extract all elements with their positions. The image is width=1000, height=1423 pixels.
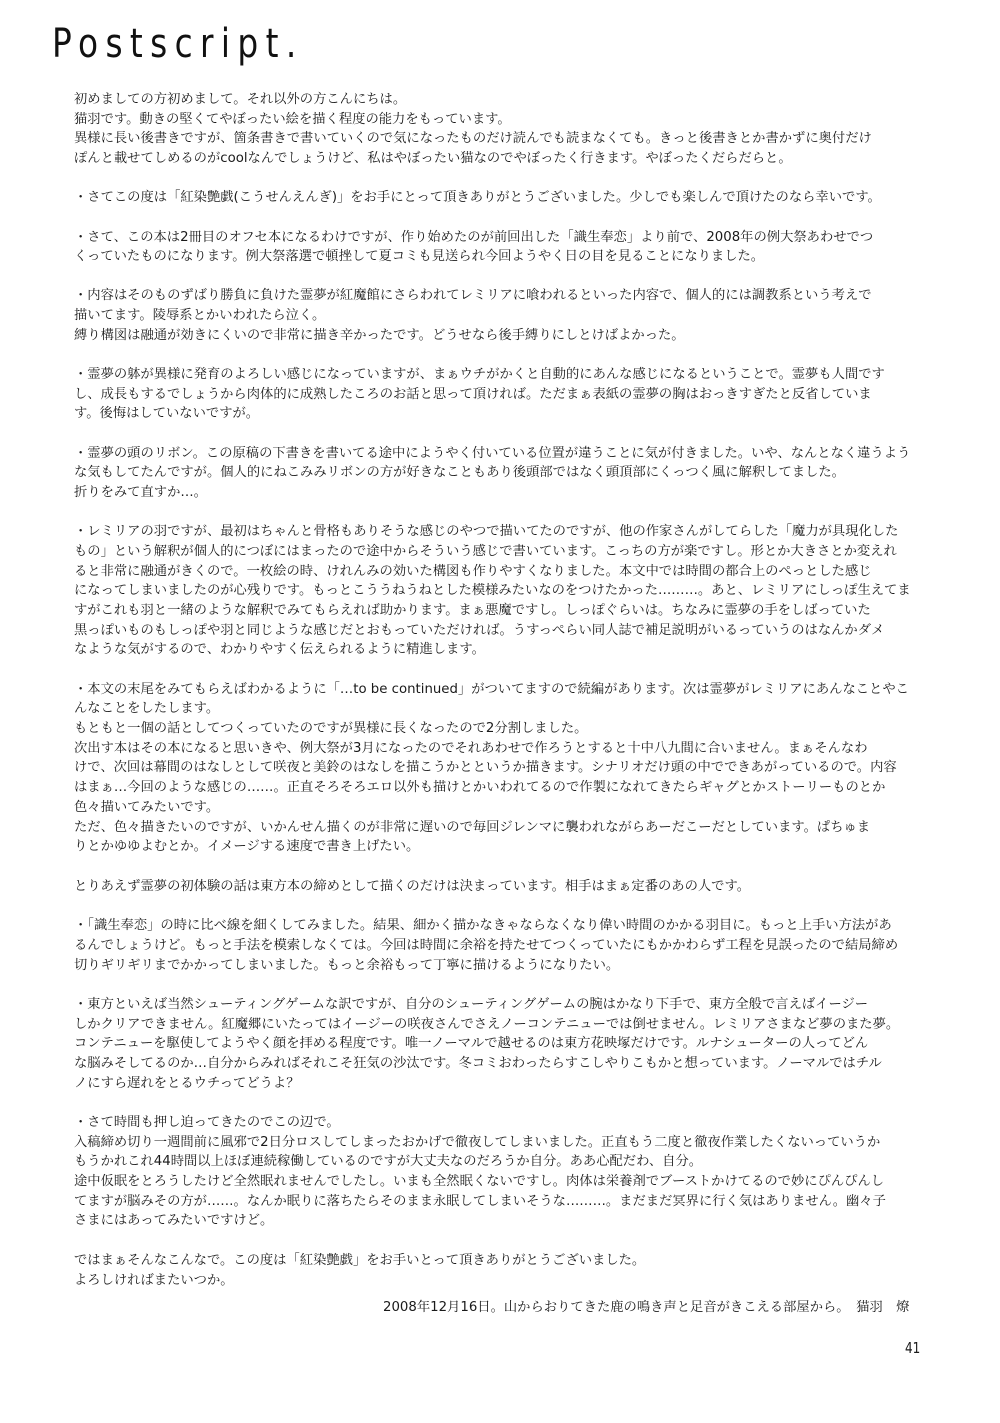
text-line: ・霊夢の躰が異様に発育のよろしい感じになっていますが、まぁウチがかくと自動的にあんな感じになるということで。霊夢も人間です: [74, 367, 885, 383]
text-line: 色々描いてみたいです。: [74, 799, 220, 815]
text-line: 次出す本はその本になると思いきや、例大祭が3月になったのでそれあわせで作ろうとすると十中八九間に合いません。まぁそんなわ: [74, 740, 868, 756]
text-line: りとかゆゆよむとか。イメージする速度で書き上げたい。: [74, 839, 420, 855]
text-line: な気もしてたんですが。個人的にねこみみリボンの方が好きなこともあり後頭部ではなく頭頂部にくっつく風に解釈してました。: [74, 465, 845, 481]
text-line: ると非常に融通がきくので。一枚絵の時、けれんみの効いた構図も作りやすくなりました。本文中では時間の都合上のぺっとした感じ: [74, 563, 872, 579]
page-number: 41: [905, 1339, 921, 1357]
text-line: ぽんと載せてしめるのがcoolなんでしょうけど、私はやぼったい猫なのでやぼったく行きます。やぼったくだらだらと。: [74, 151, 792, 167]
text-line: ・さてこの度は「紅染艶戯(こうせんえんぎ)」をお手にとって頂きありがとうございました。少しでも楽しんで頂けたのなら幸いです。: [74, 190, 881, 206]
text-line: し、成長もするでしょうから肉体的に成熟したころのお話と思って頂ければ。ただまぁ表紙の霊夢の胸はおっきすぎたと反省していま: [74, 386, 872, 402]
paragraph: [74, 877, 944, 897]
text-line: てますが脳みその方が……。なんか眠りに落ちたらそのまま永眠してしまいそうな………。まだまだ冥界に行く気はありません。幽々子: [74, 1193, 886, 1209]
text-line: さまにはあってみたいですけど。: [74, 1213, 274, 1229]
paragraph: [74, 188, 944, 208]
text-line: もうかれこれ44時間以上ほぼ連続稼働しているのですが大丈夫なのだろうか自分。ああ心配だわ、自分。: [74, 1154, 703, 1170]
text-line: しかクリアできません。紅魔郷にいたってはイージーの咲夜さんでさえノーコンテニューでは倒せません。レミリアさまなど夢のまた夢。: [74, 1016, 900, 1032]
text-line: ・本文の末尾をみてもらえばわかるように「…to be continued」がついてますので続編があります。次は霊夢がレミリアにあんなことやこ: [74, 681, 909, 697]
paragraph: [74, 916, 944, 975]
text-line: とりあえず霊夢の初体験の話は東方本の締めとして描くのだけは決まっています。相手はまぁ定番のあの人です。: [74, 878, 751, 894]
text-line: るんでしょうけど。もっと手法を模索しなくては。今回は時間に余裕を持たせてつくっていたにもかかわらず工程を見誤ったので結局締め: [74, 937, 899, 953]
text-line: 途中仮眠をとろうしたけど全然眠れませんでしたし。いまも全然眠くないですし。肉体は栄養剤でブーストかけてるので妙にぴんぴんし: [74, 1173, 885, 1189]
text-line: 切りギリギリまでかかってしまいました。もっと余裕もって丁寧に描けるようになりたい。: [74, 957, 620, 973]
text-line: ・霊夢の頭のリボン。この原稿の下書きを書いてる途中にようやく付いている位置が違うことに気が付きました。いや、なんとなく違うよう: [74, 445, 911, 461]
paragraph: [74, 444, 944, 503]
text-line: よろしければまたいつか。: [74, 1272, 234, 1288]
text-line: ・「識生奉恋」の時に比べ線を細くしてみました。結果、細かく描かなきゃならなくなり偉い時間のかかる羽目に。もっと上手い方法があ: [74, 918, 892, 934]
text-line: す。後悔はしていないですが。: [74, 406, 260, 422]
signature-line: 2008年12月16日。山からおりてきた鹿の鳴き声と足音がきこえる部屋から。 猫羽 燎: [383, 1300, 910, 1315]
text-line: ・東方といえば当然シューティングゲームな訳ですが、自分のシューティングゲームの腕はかなり下手で、東方全般で言えばイージー: [74, 996, 869, 1012]
text-line: 縛り構図は融通が効きにくいので非常に描き辛かったです。どうせなら後手縛りにしとけばよかった。: [74, 327, 685, 343]
text-line: な脳みそしてるのか…自分からみればそれこそ狂気の沙汰です。冬コミおわったらすこしやりこもかと想っています。ノーマルではチル: [74, 1055, 882, 1071]
paragraph: [74, 228, 944, 267]
text-line: になってしまいましたのが心残りです。もっとこううねうねとした模様みたいなのをつけたかった………。あと、レミリアにしっぽ生えてま: [74, 583, 911, 599]
paragraph: [74, 286, 944, 345]
text-line: 異様に長い後書きですが、箇条書きで書いていくので気になったものだけ読んでも読まなくても。きっと後書きとか書かずに奥付だけ: [74, 131, 872, 147]
text-line: はまぁ…今回のような感じの……。正直そろそろエロ以外も描けとかいわれてるので作製になれてきたらギャグとかストーリーものとか: [74, 780, 886, 796]
text-line: コンテニューを駆使してようやく顔を拝める程度です。唯一ノーマルで越せるのは東方花映塚だけです。ルナシューターの人ってどん: [74, 1036, 869, 1052]
text-line: なような気がするので、わかりやすく伝えられるように精進します。: [74, 642, 485, 658]
paragraph: [74, 1251, 944, 1290]
text-line: 折りをみて直すか…。: [74, 485, 207, 501]
paragraph: [74, 365, 944, 424]
text-line: 猫羽です。動きの堅くてやぼったい絵を描く程度の能力をもっています。: [74, 111, 511, 127]
text-line: ・レミリアの羽ですが、最初はちゃんと骨格もありそうな感じのやつで描いてたのですが、他の作家さんがしてらした「魔力が具現化した: [74, 524, 899, 540]
text-line: ・さて時間も押し迫ってきたのでこの辺で。: [74, 1114, 340, 1130]
text-line: ただ、色々描きたいのですが、いかんせん描くのが非常に遅いので毎回ジレンマに襲われながらあーだこーだとしています。ぱちゅま: [74, 819, 871, 835]
text-line: 黒っぽいものもしっぽや羽と同じような感じだとおもっていただければ。うすっぺらい同人誌で補足説明がいるっていうのはなんかダメ: [74, 622, 885, 638]
paragraph: [74, 522, 944, 660]
text-line: ・さて、この本は2冊目のオフセ本になるわけですが、作り始めたのが前回出した「識生奉恋」より前で、2008年の例大祭あわせでつ: [74, 229, 874, 245]
text-line: もの」という解釈が個人的につぼにはまったので途中からそういう感じで書いています。こっちの方が楽ですし。形とか大きさとか変えれ: [74, 543, 897, 559]
text-line: 描いてます。陵辱系とかいわれたら泣く。: [74, 308, 326, 324]
text-line: もともと一個の話としてつくっていたのですが異様に長くなったので2分割しました。: [74, 721, 588, 737]
paragraph: [74, 680, 944, 857]
paragraph: [74, 1113, 944, 1231]
text-line: 入稿締め切り一週間前に風邪で2日分ロスしてしまったおかげで徹夜してしまいました。正直もう二度と徹夜作業したくないっていうか: [74, 1134, 881, 1150]
text-line: ではまぁそんなこんなで。この度は「紅染艶戯」をお手いとって頂きありがとうございました。: [74, 1253, 646, 1269]
paragraph: [74, 90, 944, 169]
text-line: 初めましての方初めまして。それ以外の方こんにちは。: [74, 92, 407, 107]
postscript-body: [74, 90, 944, 1310]
text-line: すがこれも羽と一緒のような解釈でみてもらえれば助かります。まぁ悪魔ですし。しっぽぐらいは。ちなみに霊夢の手をしばっていた: [74, 603, 871, 619]
text-line: んなことをしたします。: [74, 701, 220, 717]
text-line: ノにすら遅れをとるウチってどうよ？: [74, 1075, 300, 1091]
text-line: くっていたものになります。例大祭落選で頓挫して夏コミも見送られ今回ようやく日の目を見ることになりました。: [74, 249, 765, 265]
paragraph: [74, 995, 944, 1094]
text-line: ・内容はそのものずばり勝負に負けた霊夢が紅魔館にさらわれてレミリアに喰われるといった内容で、個人的には調教系という考えで: [74, 288, 872, 304]
text-line: けで、次回は幕間のはなしとして咲夜と美鈴のはなしを描こうかとというか描きます。シナリオだけ頭の中でできあがっているので。内容: [74, 760, 897, 776]
page-heading: Postscript.: [52, 21, 304, 67]
